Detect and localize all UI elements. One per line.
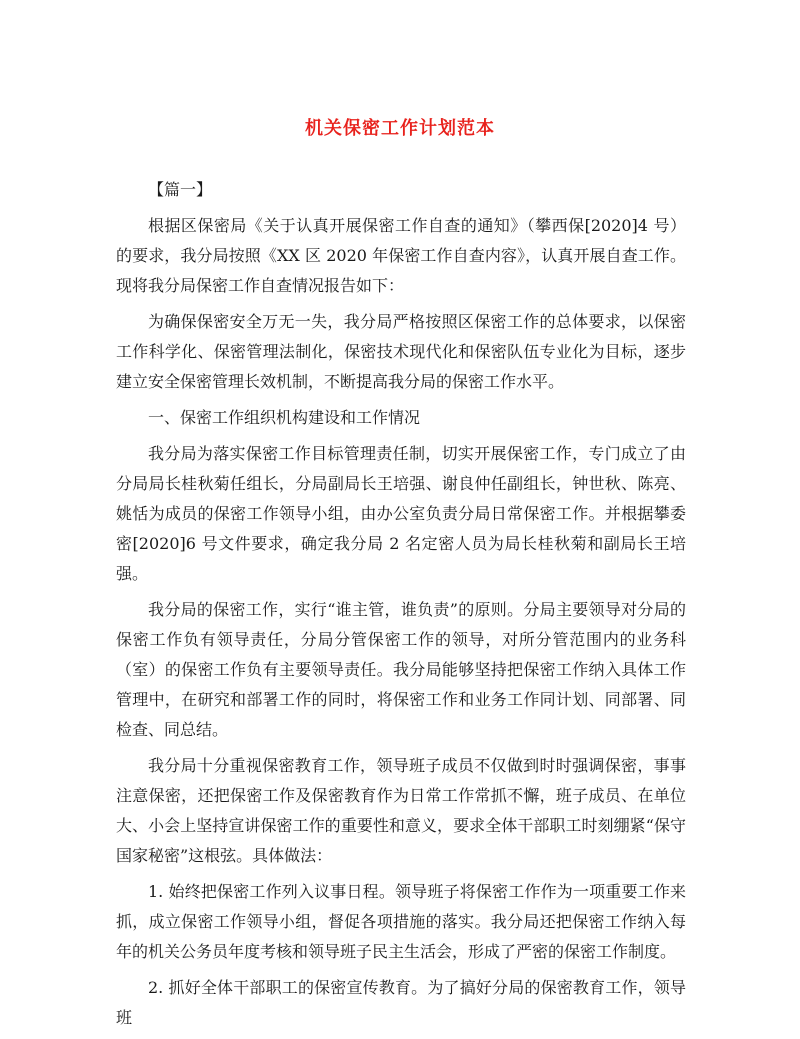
section-heading-1: 一、保密工作组织机构建设和工作情况 <box>148 408 421 427</box>
paragraph-goal: 为确保保密安全万无一失，我分局严格按照区保密工作的总体要求，以保密工作科学化、保密管理法制化，保密技术现代化和保密队伍专业化为目标，逐步建立安全保密管理长效机制，不断提高我分局的保密工作水平。 <box>116 312 686 391</box>
paragraph-item-1: 1. 始终把保密工作列入议事日程。领导班子将保密工作作为一项重要工作来抓，成立保密工作领导小组，督促各项措施的落实。我分局还把保密工作纳入每年的机关公务员年度考核和领导班子民主生活会，形成了严密的保密工作制度。 <box>116 882 686 961</box>
paragraph-item-2: 2. 抓好全体干部职工的保密宣传教育。为了搞好分局的保密教育工作，领导班 <box>116 978 686 1027</box>
section-label: 【篇一】 <box>148 180 213 199</box>
paragraph-responsibility: 我分局的保密工作，实行“谁主管，谁负责”的原则。分局主要领导对分局的保密工作负有领导责任，分局分管保密工作的领导，对所分管范围内的业务科（室）的保密工作负有主要领导责任。我分局能够坚持把保密工作纳入具体工作管理中，在研究和部署工作的同时，将保密工作和业务工作同计划、同部署、同检查、同总结。 <box>116 600 686 739</box>
paragraph-organization: 我分局为落实保密工作目标管理责任制，切实开展保密工作，专门成立了由分局局长桂秋菊任组长，分局副局长王培强、谢良仲任副组长，钟世秋、陈亮、姚恬为成员的保密工作领导小组，由办公室负责分局日常保密工作。并根据攀委密[2020]6 号文件要求，确定我分局 2 名定密人员为局长桂秋菊和副局长王培强。 <box>116 444 686 583</box>
paragraph-intro: 根据区保密局《关于认真开展保密工作自查的通知》（攀西保[2020]4 号）的要求，我分局按照《XX 区 2020 年保密工作自查内容》，认真开展自查工作。现将我分局保密工作自查情况报告如下： <box>116 216 686 295</box>
document-body <box>116 175 686 1039</box>
paragraph-education: 我分局十分重视保密教育工作，领导班子成员不仅做到时时强调保密，事事注意保密，还把保密工作及保密教育作为日常工作常抓不懈，班子成员、在单位大、小会上坚持宣讲保密工作的重要性和意义，要求全体干部职工时刻绷紧“保守国家秘密”这根弦。具体做法： <box>116 756 686 865</box>
document-title: 机关保密工作计划范本 <box>305 118 495 139</box>
